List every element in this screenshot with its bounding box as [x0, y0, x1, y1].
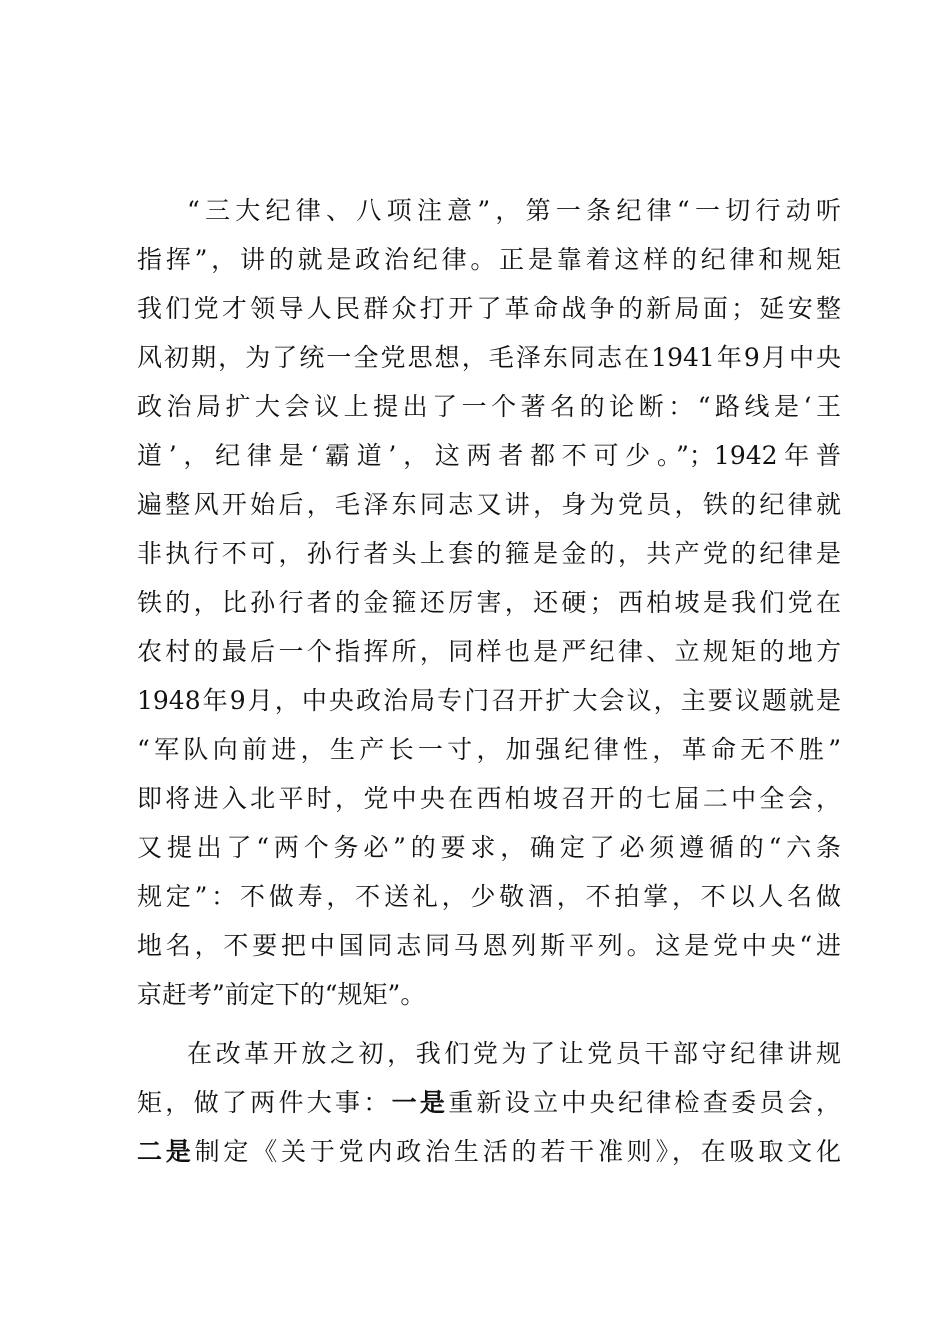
document-body — [137, 186, 841, 1176]
text-line: 在改革开放之初，我们党为了让党员干部守纪律讲规 — [187, 1039, 841, 1068]
text-run: 矩，做了两件大事： — [137, 1088, 392, 1117]
text-line: 我们党才领导人民群众打开了革命战争的新局面；延安整 — [137, 294, 841, 323]
text-run: 重新设立中央纪律检查委员会， — [448, 1088, 841, 1117]
text-line: 风初期，为了统一全党思想，毛泽东同志在1941年9月中央 — [137, 343, 841, 372]
bold-marker-first: 一是 — [391, 1088, 449, 1117]
text-line: 铁的，比孙行者的金箍还厉害，还硬；西柏坡是我们党在 — [137, 588, 841, 617]
paragraph-spacer — [137, 1019, 841, 1029]
text-line: 京赶考”前定下的“规矩”。 — [137, 980, 426, 1009]
text-run: 制定《关于党内政治生活的若干准则》，在吸取文化 — [194, 1137, 841, 1166]
text-line: “三大纪律、八项注意”，第一条纪律“一切行动听 — [187, 196, 841, 225]
bold-marker-second: 二是 — [137, 1137, 195, 1166]
text-line — [137, 1127, 841, 1176]
paragraph-2 — [137, 1029, 841, 1176]
paragraph-1 — [137, 186, 841, 1019]
text-line: 又提出了“两个务必”的要求，确定了必须遵循的“六条 — [137, 833, 841, 862]
text-line: 政治局扩大会议上提出了一个著名的论断：“路线是‘王 — [137, 392, 841, 421]
text-line: 遍整风开始后，毛泽东同志又讲，身为党员，铁的纪律就 — [137, 490, 841, 519]
text-line: 农村的最后一个指挥所，同样也是严纪律、立规矩的地方 — [137, 637, 841, 666]
text-line: 非执行不可，孙行者头上套的箍是金的，共产党的纪律是 — [137, 539, 841, 568]
text-line: “军队向前进，生产长一寸，加强纪律性，革命无不胜” — [137, 735, 841, 764]
text-line: 即将进入北平时，党中央在西柏坡召开的七届二中全会， — [137, 784, 841, 813]
text-line: 指挥”，讲的就是政治纪律。正是靠着这样的纪律和规矩 — [137, 245, 841, 274]
text-line: 1948年9月，中央政治局专门召开扩大会议，主要议题就是 — [137, 686, 841, 715]
text-line: 地名，不要把中国同志同马恩列斯平列。这是党中央“进 — [137, 931, 841, 960]
text-line: 规定”：不做寿，不送礼，少敬酒，不拍掌，不以人名做 — [137, 882, 841, 911]
text-line — [137, 1078, 841, 1127]
text-line: 道’，纪律是‘霸道’，这两者都不可少。”；1942年普 — [137, 441, 841, 470]
